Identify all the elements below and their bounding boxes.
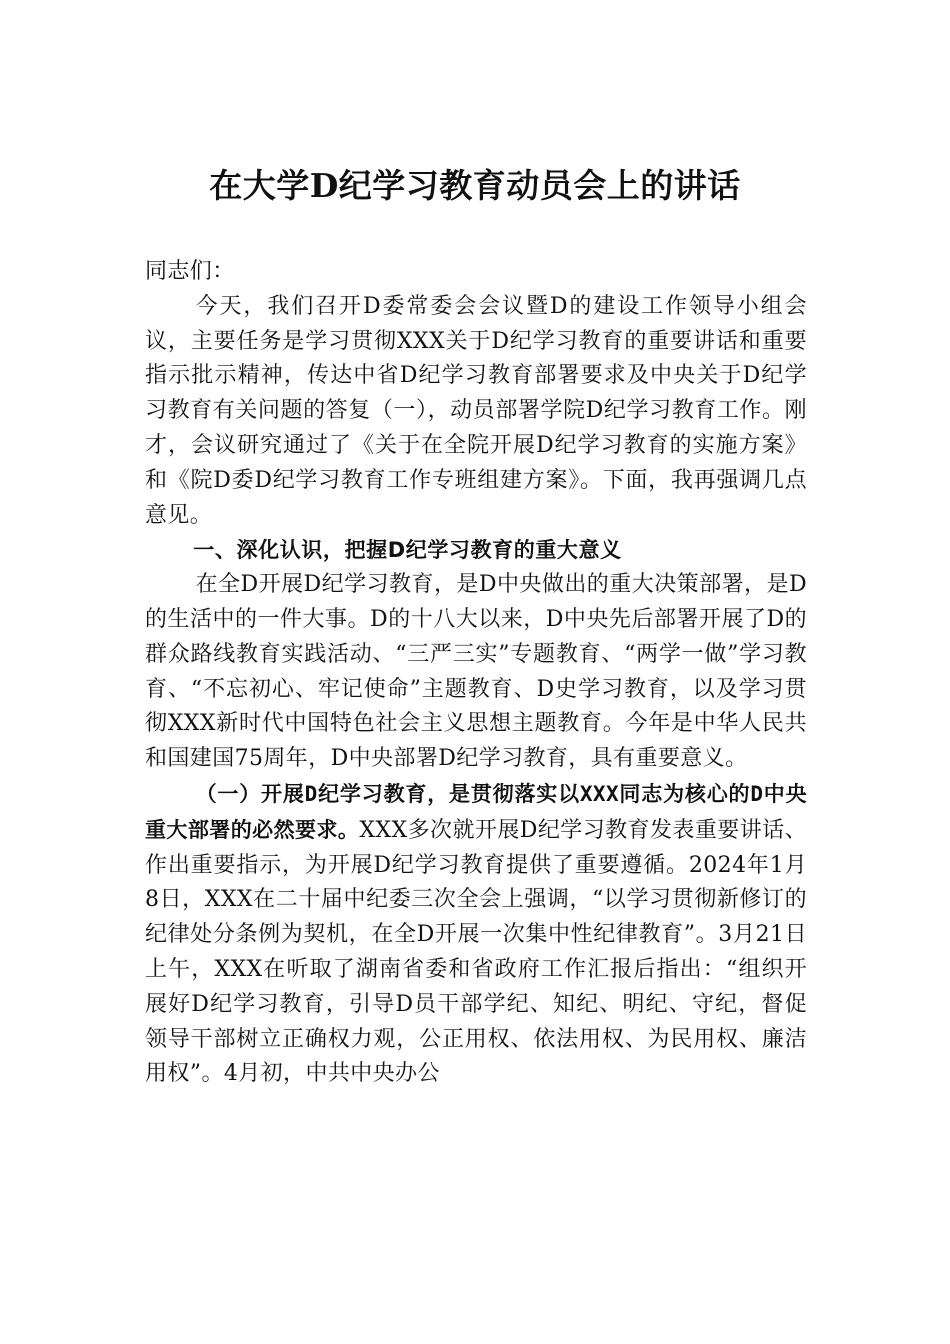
- subsection-text-1: XXX多次就开展D纪学习教育发表重要讲话、作出重要指示，为开展D纪学习教育提供了重要遵循。2024年1月8日，XXX在二十届中纪委三次全会上强调，“以学习贯彻新修订的纪律处分条例为契机，在全D开展一次集中性纪律教育”。3月21日上午，XXX在听取了湖南省委和省政府工作汇报后指出：“组织开展好D纪学习教育，引导D员干部学纪、知纪、明纪、守纪，督促领导干部树立正确权力观，公正用权、依法用权、为民用权、廉洁用权”。4月初，中共中央办公: [145, 817, 808, 1087]
- salutation: 同志们：: [145, 259, 235, 284]
- document-title: 在大学D纪学习教育动员会上的讲话: [209, 166, 741, 205]
- document-body: [145, 255, 807, 1092]
- paragraph-subsection-1: [145, 777, 807, 1092]
- paragraph-significance: 在全D开展D纪学习教育，是D中央做出的重大决策部署，是D的生活中的一件大事。D的十八大以来，D中央先后部署开展了D的群众路线教育实践活动、“三严三实”专题教育、“两学一做”学习教育、“不忘初心、牢记使命”主题教育、D史学习教育，以及学习贯彻XXX新时代中国特色社会主义思想主题教育。今年是中华人民共和国建国75周年，D中央部署D纪学习教育，具有重要意义。: [145, 572, 807, 772]
- paragraph-intro: 今天，我们召开D委常委会会议暨D的建设工作领导小组会议，主要任务是学习贯彻XXX关于D纪学习教育的重要讲话和重要指示批示精神，传达中省D纪学习教育部署要求及中央关于D纪学习教育有关问题的答复（一），动员部署学院D纪学习教育工作。刚才，会议研究通过了《关于在全院开展D纪学习教育的实施方案》和《院D委D纪学习教育工作专班组建方案》。下面，我再强调几点意见。: [145, 293, 807, 528]
- section-heading-1: 一、深化认识，把握D纪学习教育的重大意义: [193, 538, 622, 563]
- subsection-heading-1: （一）开展D纪学习教育，是贯彻落实以XXX同志为核心的D中央重大部署的必然要求。: [145, 781, 807, 842]
